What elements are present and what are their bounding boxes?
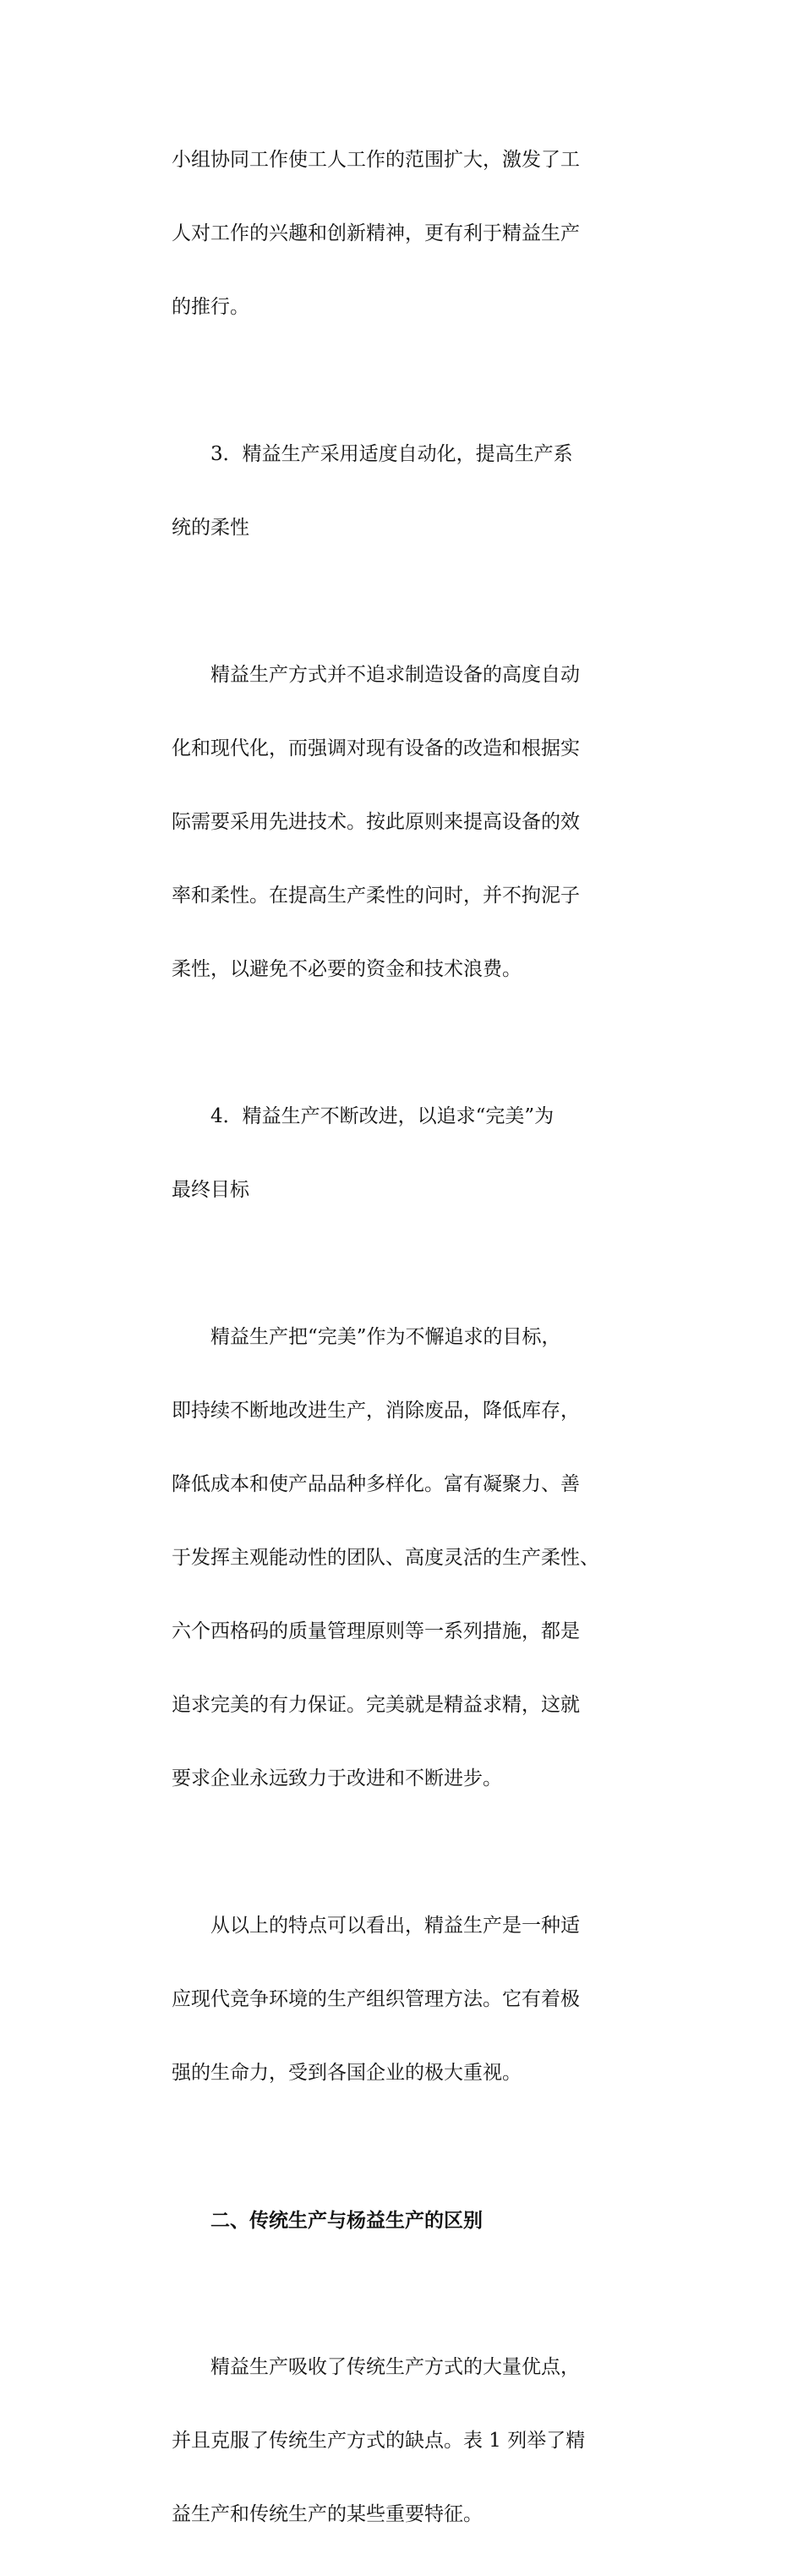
document-page (172, 99, 635, 2576)
text-line: 人对工作的兴趣和创新精神，更有利于精益生产 (172, 222, 580, 244)
paragraph-table-intro (172, 2306, 635, 2576)
text-line: 统的柔性 (172, 517, 249, 539)
text-line: 精益生产方式并不追求制造设备的高度自动 (172, 664, 580, 686)
text-line: 精益生产吸收了传统生产方式的大量优点， (172, 2356, 580, 2378)
text-line: 从以上的特点可以看出，精益生产是一种适 (172, 1915, 580, 1937)
paragraph-gap (172, 1840, 635, 1865)
paragraph-gap (172, 1031, 635, 1055)
text-line: 的推行。 (172, 296, 249, 318)
paragraph-gap (172, 1252, 635, 1276)
text-line: 并且克服了传统生产方式的缺点。表 1 列举了精 (172, 2430, 586, 2452)
text-line: 于发挥主观能动性的团队、高度灵活的生产柔性、 (172, 1547, 599, 1569)
text-line: 要求企业永远致力于改进和不断进步。 (172, 1768, 502, 1789)
text-line: 益生产和传统生产的某些重要特征。 (172, 2503, 483, 2525)
text-line: 小组协同工作使工人工作的范围扩大，激发了工 (172, 149, 580, 171)
text-line: 化和现代化，而强调对现有设备的改造和根据实 (172, 737, 580, 759)
text-line: 最终目标 (172, 1179, 249, 1201)
text-line: 二、传统生产与杨益生产的区别 (172, 2209, 483, 2232)
text-line: 3．精益生产采用适度自动化，提高生产系 (172, 443, 573, 465)
paragraph-teamwork-conclusion (172, 99, 635, 369)
text-line: 强的生命力，受到各国企业的极大重视。 (172, 2062, 522, 2084)
paragraph-gap (172, 369, 635, 393)
text-line: 应现代竞争环境的生产组织管理方法。它有着极 (172, 1988, 580, 2010)
paragraph-perfection-detail (172, 1276, 635, 1840)
text-line: 率和柔性。在提高生产柔性的问时，并不拘泥子 (172, 885, 580, 907)
paragraph-gap (172, 589, 635, 614)
text-line: 降低成本和使产品品种多样化。富有凝聚力、善 (172, 1473, 580, 1495)
paragraph-gap (172, 2135, 635, 2159)
section-heading-traditional-vs-lean (172, 2159, 635, 2282)
text-line: 即持续不断地改进生产，消除废品，降低库存， (172, 1400, 580, 1422)
text-line: 4．精益生产不断改进，以追求“完美”为 (172, 1105, 554, 1127)
text-line: 追求完美的有力保证。完美就是精益求精，这就 (172, 1694, 580, 1716)
text-line: 六个西格码的质量管理原则等一系列措施，都是 (172, 1620, 580, 1642)
text-line: 际需要采用先进技术。按此原则来提高设备的效 (172, 811, 580, 833)
subheading-continuous-improvement (172, 1055, 635, 1252)
text-line: 精益生产把“完美”作为不懈追求的目标， (172, 1326, 561, 1348)
text-line: 柔性，以避免不必要的资金和技术浪费。 (172, 958, 522, 980)
paragraph-gap (172, 2282, 635, 2306)
paragraph-automation-detail (172, 614, 635, 1031)
paragraph-summary (172, 1865, 635, 2135)
subheading-moderate-automation (172, 393, 635, 589)
